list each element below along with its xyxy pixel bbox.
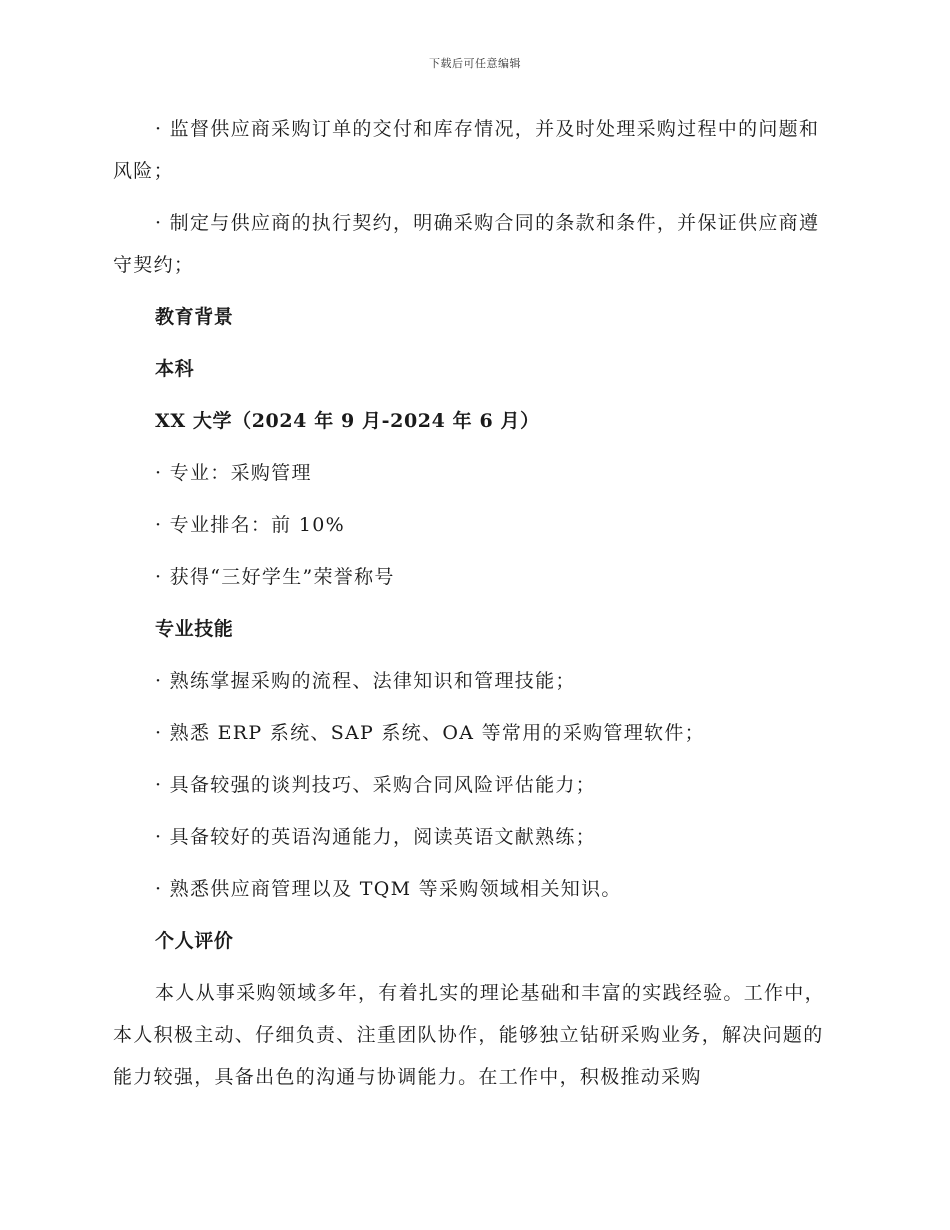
page-header-note: 下载后可任意编辑: [429, 57, 521, 70]
education-degree: 本科: [155, 358, 195, 380]
bullet-skill-process: · 熟练掌握采购的流程、法律知识和管理技能；: [155, 670, 576, 692]
bullet-rank: · 专业排名：前 10%: [155, 514, 345, 536]
bullet-skill-tqm: · 熟悉供应商管理以及 TQM 等采购领域相关知识。: [155, 878, 622, 900]
bullet-skill-software: · 熟悉 ERP 系统、SAP 系统、OA 等常用的采购管理软件；: [155, 722, 705, 744]
bullet-skill-english: · 具备较好的英语沟通能力，阅读英语文献熟练；: [155, 826, 596, 848]
heading-skills: 专业技能: [155, 618, 234, 640]
heading-evaluation: 个人评价: [155, 930, 234, 952]
bullet-supervise-orders: · 监督供应商采购订单的交付和库存情况，并及时处理采购过程中的问题和风险；: [113, 118, 820, 182]
bullet-major: · 专业：采购管理: [155, 462, 312, 484]
bullet-honor: · 获得“三好学生”荣誉称号: [155, 566, 395, 588]
document-body: [113, 108, 833, 1098]
heading-education: 教育背景: [155, 306, 234, 328]
bullet-skill-negotiation: · 具备较强的谈判技巧、采购合同风险评估能力；: [155, 774, 596, 796]
evaluation-paragraph: 本人从事采购领域多年，有着扎实的理论基础和丰富的实践经验。工作中，本人积极主动、仔细负责、注重团队协作，能够独立钻研采购业务，解决问题的能力较强，具备出色的沟通与协调能力。在工作中，积极推动采购: [113, 982, 825, 1088]
bullet-supplier-contract: · 制定与供应商的执行契约，明确采购合同的条款和条件，并保证供应商遵守契约；: [113, 212, 820, 276]
education-school: XX 大学（2024 年 9 月-2024 年 6 月）: [155, 410, 540, 432]
